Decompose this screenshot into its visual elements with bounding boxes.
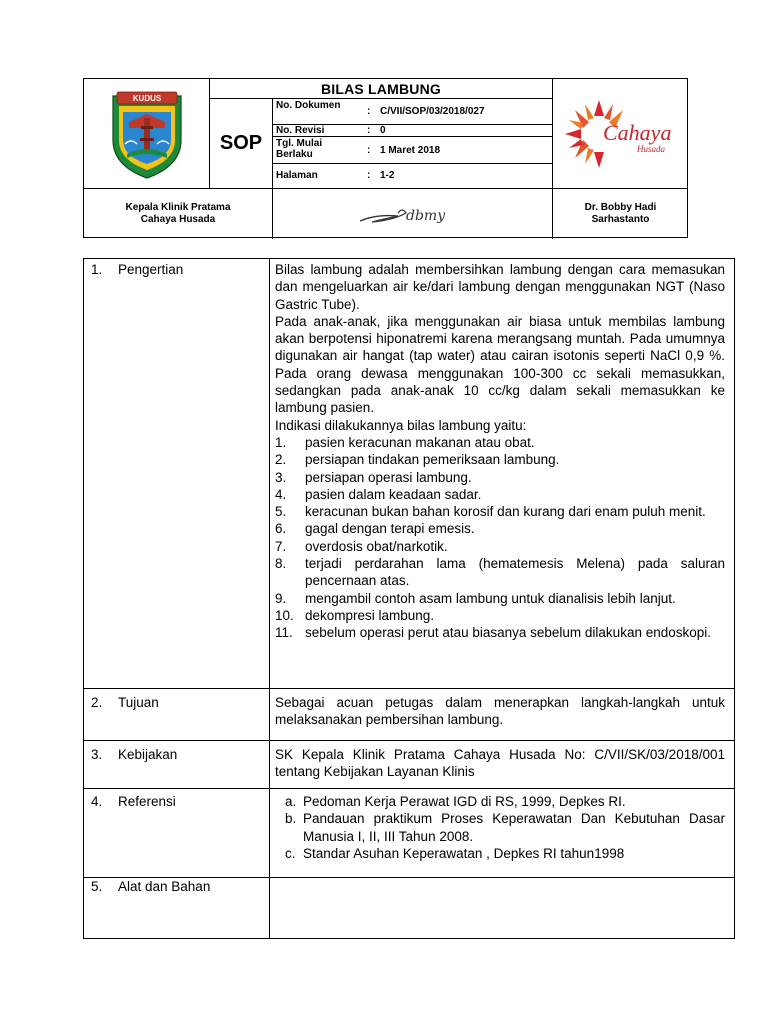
list-text: Standar Asuhan Keperawatan , Depkes RI tahun1998	[303, 845, 625, 861]
meta-label: No. Dokumen	[276, 100, 341, 111]
section-label-pengertian	[91, 261, 183, 278]
list-item	[275, 793, 725, 810]
list-number: 5.	[275, 504, 287, 520]
list-number: 2.	[275, 452, 287, 468]
section-label-alat-dan-bahan	[91, 878, 210, 895]
list-text: persiapan tindakan pemeriksaan lambung.	[305, 452, 560, 468]
grid-line	[84, 688, 734, 689]
meta-label: Halaman	[276, 170, 318, 181]
meta-value: 0	[380, 125, 386, 136]
meta-row-no-revisi	[273, 125, 552, 136]
list-item	[275, 520, 725, 537]
section-label-tujuan	[91, 694, 159, 711]
list-letter: b.	[285, 811, 297, 827]
list-number: 8.	[275, 556, 287, 572]
cahaya-husada-logo-cell	[553, 79, 688, 188]
list-item	[275, 503, 725, 520]
section-number: 1.	[91, 262, 103, 277]
list-text: pasien keracunan makanan atau obat.	[305, 434, 535, 450]
cahaya-husada-logo-icon	[563, 92, 679, 176]
meta-value: C/VII/SOP/03/2018/027	[380, 106, 485, 117]
list-number: 7.	[275, 538, 287, 554]
section-content-kebijakan: SK Kepala Klinik Pratama Cahaya Husada No: C/VII/SK/03/2018/001 tentang Kebijakan Layanan Klinis	[275, 747, 725, 780]
section-content-pengertian	[275, 261, 725, 642]
list-item	[275, 845, 725, 862]
list-letter: a.	[285, 794, 297, 809]
list-item	[275, 810, 725, 845]
list-number: 3.	[275, 469, 287, 485]
sop-label: SOP	[219, 131, 263, 154]
section-number: 3.	[91, 747, 103, 762]
section-title: Referensi	[118, 794, 176, 809]
list-item	[275, 590, 725, 607]
crest-banner-text: KUDUS	[132, 93, 161, 103]
signature-right-block	[553, 189, 688, 239]
list-text: Pandauan praktikum Proses Keperawatan Dan Kebutuhan Dasar Manusia I, II, III Tahun 2008.	[303, 811, 725, 844]
list-letter: c.	[285, 845, 296, 861]
list-text: dekompresi lambung.	[305, 607, 435, 623]
meta-row-no-dokumen	[273, 99, 552, 123]
list-text: sebelum operasi perut atau biasanya sebelum dilakukan endoskopi.	[305, 625, 712, 641]
signature-right-line: Dr. Bobby Hadi	[584, 202, 657, 213]
signature-cell	[273, 189, 552, 239]
kudus-crest-icon	[107, 88, 187, 180]
list-number: 9.	[275, 590, 287, 606]
list-item	[275, 451, 725, 468]
sop-header-table	[83, 78, 688, 238]
signature-right-line: Sarhastanto	[591, 214, 650, 225]
list-item	[275, 555, 725, 590]
list-text: overdosis obat/narkotik.	[305, 538, 448, 554]
list-item	[275, 434, 725, 451]
signature-left-line: Kepala Klinik Pratama	[125, 202, 231, 213]
document-title: BILAS LAMBUNG	[320, 80, 442, 97]
section-number: 5.	[91, 879, 103, 894]
kudus-logo-cell	[84, 79, 209, 188]
list-text: pasien dalam keadaan sadar.	[305, 486, 482, 502]
logo-name-text: Cahaya	[602, 119, 671, 145]
section-title: Tujuan	[118, 695, 159, 710]
meta-separator: :	[367, 106, 371, 117]
section-title: Alat dan Bahan	[118, 879, 211, 894]
section-content-referensi	[275, 793, 725, 862]
meta-value: 1-2	[380, 170, 395, 181]
signature-icon	[354, 199, 472, 229]
meta-separator: :	[367, 145, 371, 156]
meta-label: No. Revisi	[276, 125, 325, 136]
signature-mark: dbmy	[405, 208, 445, 224]
meta-value: 1 Maret 2018	[380, 145, 441, 156]
signature-left-block	[84, 189, 272, 239]
list-text: keracunan bukan bahan korosif dan kurang dari enam puluh menit.	[305, 504, 706, 520]
meta-row-halaman	[273, 164, 552, 188]
grid-line	[84, 740, 734, 741]
list-item	[275, 624, 725, 641]
list-number: 1.	[275, 434, 287, 450]
list-text: mengambil contoh asam lambung untuk dianalisis lebih lanjut.	[305, 590, 676, 606]
meta-separator: :	[367, 170, 371, 181]
sop-content-table	[83, 258, 735, 939]
grid-line	[269, 259, 270, 938]
list-item	[275, 607, 725, 624]
meta-label: Tgl. Mulai Berlaku	[276, 138, 323, 160]
logo-sub-text: Husada	[636, 143, 665, 154]
list-number: 6.	[275, 521, 287, 537]
paragraph: Bilas lambung adalah membersihkan lambung dengan cara memasukan dan mengeluarkan air ke/dari lambung dengan menggunakan NGT (Naso Gastric Tube).	[275, 262, 725, 312]
list-text: gagal dengan terapi emesis.	[305, 521, 475, 537]
section-title: Pengertian	[118, 262, 184, 277]
list-item	[275, 486, 725, 503]
grid-line	[84, 788, 734, 789]
list-number: 10.	[275, 607, 294, 623]
section-content-tujuan: Sebagai acuan petugas dalam menerapkan langkah-langkah untuk melaksanakan pembersihan lambung.	[275, 695, 725, 728]
list-number: 11.	[275, 625, 293, 641]
section-number: 4.	[91, 794, 103, 809]
signature-left-line: Cahaya Husada	[140, 214, 216, 225]
paragraph: Indikasi dilakukannya bilas lambung yaitu:	[275, 417, 527, 433]
section-label-kebijakan	[91, 746, 177, 763]
list-text: persiapan operasi lambung.	[305, 469, 472, 485]
list-item	[275, 469, 725, 486]
section-label-referensi	[91, 793, 176, 810]
meta-separator: :	[367, 125, 371, 136]
section-number: 2.	[91, 695, 103, 710]
meta-row-tgl-mulai	[273, 137, 552, 163]
list-number: 4.	[275, 486, 287, 502]
section-title: Kebijakan	[118, 747, 178, 762]
paragraph: Pada anak-anak, jika menggunakan air biasa untuk membilas lambung akan berpotensi hiponatremi karena merangsang muntah. Pada umumnya digunakan air hangat (tap water) atau cairan isotonis seperti NaCl 0,9 %. Pada orang dewasa menggunakan 100-300 cc sekali memasukkan, sedangkan pada anak-anak 10 cc/kg dalam sekali memasukkan ke lambung pasien.	[275, 313, 725, 416]
list-item	[275, 538, 725, 555]
list-text: terjadi perdarahan lama (hematemesis Melena) pada saluran pencernaan atas.	[305, 556, 725, 589]
list-text: Pedoman Kerja Perawat IGD di RS, 1999, Depkes RI.	[303, 794, 626, 809]
